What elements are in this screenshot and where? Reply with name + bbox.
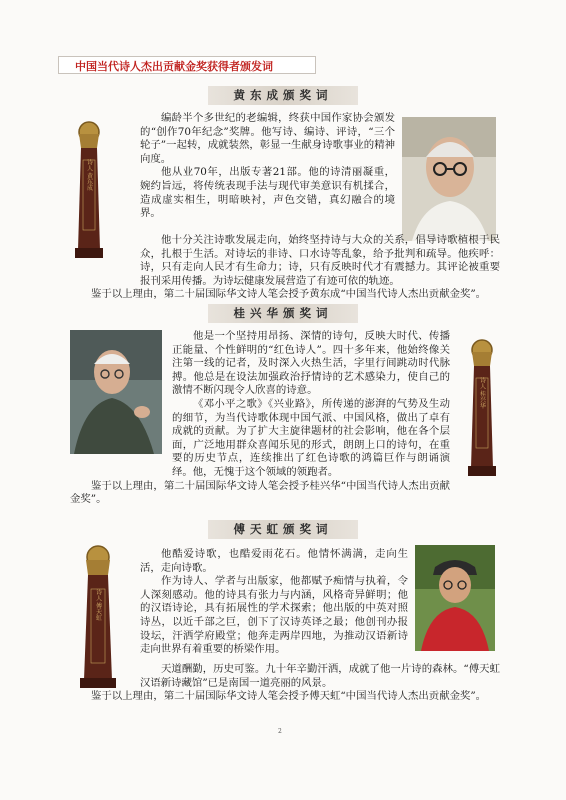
section-title-gui: 桂兴华颁奖词 xyxy=(208,304,358,323)
paragraph: 鉴于以上理由，第二十届国际华文诗人笔会授予桂兴华“中国当代诗人杰出贡献金奖”。 xyxy=(70,479,450,506)
paragraph: 编龄半个多世纪的老编辑，终获中国作家协会颁发的“创作70年纪念”奖牌。他写诗、编诗、评诗，“三个轮子”一起转，成就装然，彰显一生献身诗歌事业的精神向度。 xyxy=(140,112,395,165)
document-header-title: 中国当代诗人杰出贡献金奖获得者颁发词 xyxy=(75,60,273,73)
trophy-inscription-huang: 诗人 黄东成 xyxy=(85,159,93,191)
paragraph: 他酷爱诗歌，也酷爱雨花石。他情怀满满，走向生活，走向诗歌。 xyxy=(140,548,408,574)
section-huang-body-wide xyxy=(70,234,500,302)
paragraph: 鉴于以上理由，第二十届国际华文诗人笔会授予傅天虹“中国当代诗人杰出贡献金奖”。 xyxy=(91,690,487,703)
photo-fu xyxy=(415,545,495,651)
trophy-inscription-fu: 诗人 傅天虹 xyxy=(94,589,102,621)
section-title-fu: 傅天虹颁奖词 xyxy=(208,520,358,539)
trophy-inscription-gui: 诗人 桂兴华 xyxy=(478,377,486,409)
paragraph: 《邓小平之歌》《兴业路》，所传递的澎湃的气势及生动的细节，为当代诗歌体现中国气派、中国风格，做出了卓有成就的贡献。为了扩大主旋律题材的社会影响，他在各个层面，广泛地用群众喜闻乐见的形式，朗朗上口的诗句，在重要的历史节点，连续推出了红色诗歌的鸿篇巨作与朗诵演绎。他，无愧于这个领域的领跑者。 xyxy=(172,398,450,478)
paragraph: 天道酬勤，历史可鉴。九十年辛勤汗洒，成就了他一片诗的森林。“傅天虹汉语新诗藏馆”已是南国一道亮丽的风景。 xyxy=(140,663,500,689)
page-number: 2 xyxy=(278,728,282,735)
section-huang-body xyxy=(140,112,395,221)
paragraph: 他是一个坚持用昂扬、深情的诗句，反映大时代、传播正能量、个性鲜明的“红色诗人”。四十多年来，他始终像关注第一线的记者，及时深入火热生活，字里行间跳动时代脉搏。他总是在设法加强政治抒情诗的艺术感染力，使自己的激情不断闪现令人欣喜的诗意。 xyxy=(172,330,450,397)
paragraph: 他十分关注诗歌发展走向，始终坚持诗与大众的关系，倡导诗歌植根于民众，扎根于生活。对诗坛的非诗、口水诗等乱象，给予批判和疏导。他疾呼：诗，只有走向人民才有生命力；诗，只有反映时代才有震撼力。其评论被重要报刊采用传播。为诗坛健康发展营造了有迹可依的轨迹。 xyxy=(140,234,500,287)
paragraph: 他从业70年，出版专著21部。他的诗清丽凝重，婉约旨远，将传统表现手法与现代审美意识有机揉合，造成虚实相生，明暗映衬，声色交错，真幻融合的境界。 xyxy=(140,166,395,220)
trophy-gui xyxy=(463,338,501,483)
paragraph: 鉴于以上理由，第二十届国际华文诗人笔会授予黄东成“中国当代诗人杰出贡献金奖”。 xyxy=(91,288,487,301)
section-gui-body-wide xyxy=(70,398,450,507)
section-fu-body-wide xyxy=(70,663,500,704)
document-header-box xyxy=(58,56,316,74)
section-gui-body xyxy=(172,330,450,398)
paragraph: 作为诗人、学者与出版家，他都赋予痴情与执着，令人深刻感动。他的诗具有张力与内涵，风格奇异鲜明；他的汉语诗论，具有拓展性的学术探索；他出版的中英对照诗丛，以近千部之巨，创下了汉诗英译之最；他创刊办报设坛，汗洒学府殿堂；他奔走两岸四地，为推动汉语新诗走向世界有着重要的桥梁作用。 xyxy=(140,575,408,656)
section-fu-body xyxy=(140,548,408,657)
photo-huang xyxy=(402,117,496,241)
section-title-huang: 黄东成颁奖词 xyxy=(208,86,358,105)
